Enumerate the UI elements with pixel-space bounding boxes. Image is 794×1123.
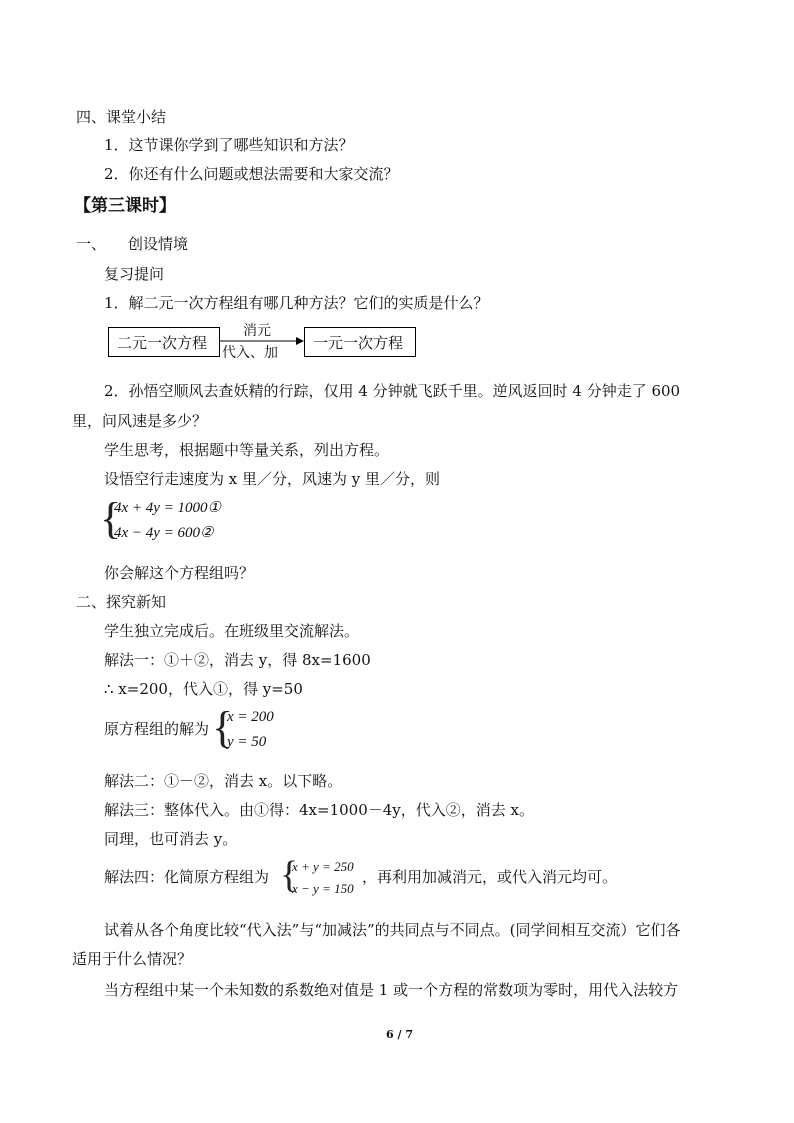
compare-line-2: 适用于什么情况？	[72, 950, 193, 968]
simplified-eq-2: x − y = 150	[292, 881, 354, 896]
section2-intro: 学生独立完成后。在班级里交流解法。	[104, 622, 360, 640]
review-question-1: 1．解二元一次方程组有哪几种方法？它们的实质是什么？	[104, 294, 489, 312]
method-3-note: 同理，也可消去 y。	[104, 830, 238, 848]
solution-label: 原方程组的解为	[104, 720, 210, 738]
last-line: 当方程组中某一个未知数的系数绝对值是 1 或一个方程的常数项为零时，用代入法较方	[104, 981, 679, 999]
review-question-2-line2: 里，问风速是多少？	[72, 412, 208, 430]
section4-question-1: 1．这节课你学到了哪些知识和方法？	[104, 136, 354, 154]
compare-line-1: 试着从各个角度比较“代入法”与“加减法”的共同点与不同点。(同学间相互交流）它们各	[104, 921, 681, 939]
simplified-eq-1: x + y = 250	[292, 859, 354, 874]
page-number: 6 / 7	[386, 1028, 413, 1041]
lesson3-title: 【第三课时】	[74, 196, 176, 216]
ask-text: 你会解这个方程组吗？	[104, 564, 255, 582]
method-4-tail: ，再利用加减消元，或代入消元均可。	[362, 868, 618, 886]
section2-heading: 二、探究新知	[76, 593, 167, 611]
diagram-left-box	[108, 327, 220, 357]
method-2: 解法二：①－②，消去 x。以下略。	[104, 772, 343, 790]
solution-x: x = 200	[227, 709, 274, 725]
solution-brace: {	[212, 703, 234, 752]
system-brace: {	[100, 494, 122, 543]
diagram-right-label: 一元一次方程	[313, 333, 404, 352]
diagram-arrow-bottom-label: 代入、加	[222, 345, 278, 361]
solution-y: y = 50	[227, 734, 267, 750]
review-label: 复习提问	[104, 265, 165, 283]
student-think-text: 学生思考，根据题中等量关系，列出方程。	[104, 441, 390, 459]
equation-2: 4x − 4y = 600②	[114, 525, 214, 541]
method-3: 解法三：整体代入。由①得：4x=1000－4y，代入②，消去 x。	[104, 801, 534, 819]
simplified-brace: {	[280, 854, 299, 896]
section4-question-2: 2．你还有什么问题或想法需要和大家交流？	[104, 165, 399, 183]
equation-1: 4x + 4y = 1000①	[114, 500, 222, 516]
method-4-label: 解法四：化简原方程组为	[104, 868, 270, 886]
variable-setup-text: 设悟空行走速度为 x 里／分，风速为 y 里／分，则	[104, 470, 441, 488]
method-1-result: ∴ x=200，代入①，得 y=50	[104, 680, 303, 698]
section1-heading-number: 一、	[76, 235, 107, 253]
section4-heading: 四、课堂小结	[76, 108, 167, 126]
diagram-left-label: 二元一次方程	[117, 333, 208, 352]
review-question-2-line1: 2．孙悟空顺风去查妖精的行踪，仅用 4 分钟就飞跃千里。逆风返回时 4 分钟走了 600	[104, 382, 681, 400]
method-1: 解法一：①＋②，消去 y，得 8x=1600	[104, 651, 371, 669]
diagram-right-box	[304, 327, 416, 357]
diagram-arrow-top-label: 消元	[243, 323, 271, 339]
section1-heading: 创设情境	[128, 235, 189, 253]
